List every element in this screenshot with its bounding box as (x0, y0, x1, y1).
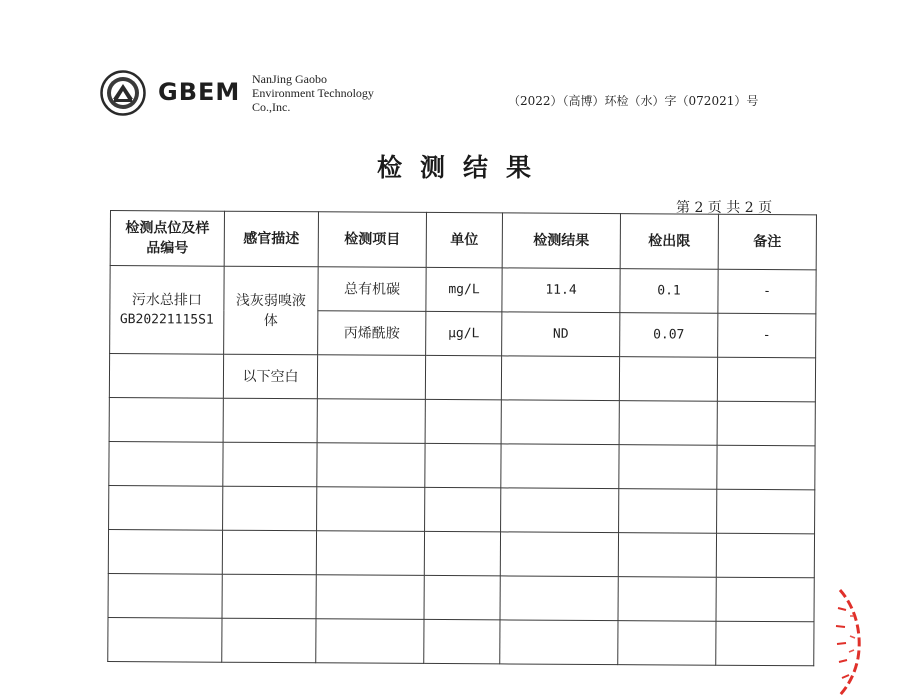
empty-cell (317, 355, 425, 400)
empty-cell (425, 443, 501, 487)
empty-cell (316, 531, 424, 576)
header-test-result: 检测结果 (502, 213, 620, 269)
empty-cell (501, 400, 619, 445)
table-row (108, 529, 814, 577)
empty-cell (717, 445, 815, 490)
test-item-result: ND (502, 312, 620, 357)
header-sensory-description: 感官描述 (224, 211, 318, 267)
empty-cell (618, 577, 716, 622)
page-title: 检测结果 (376, 153, 549, 182)
company-logo-text: GBEM (158, 78, 241, 106)
test-item-note: - (718, 313, 816, 358)
empty-cell (500, 532, 618, 577)
test-item-name: 丙烯酰胺 (318, 311, 426, 356)
results-table-container (107, 210, 817, 666)
test-item-unit: mg/L (426, 267, 502, 311)
empty-cell (717, 401, 815, 446)
header-remarks: 备注 (718, 214, 816, 270)
empty-cell (501, 356, 619, 401)
sample-location: 污水总排口 (131, 291, 203, 309)
empty-cell (109, 441, 223, 486)
empty-cell (222, 530, 316, 575)
empty-cell (222, 574, 316, 619)
test-item-name: 总有机碳 (318, 267, 426, 312)
empty-cell (424, 575, 500, 619)
empty-cell (223, 442, 317, 487)
empty-cell (500, 620, 618, 665)
test-item-unit: μg/L (426, 311, 502, 355)
empty-cell (424, 531, 500, 575)
test-item-result: 11.4 (502, 268, 620, 313)
test-item-limit: 0.07 (620, 313, 718, 358)
empty-cell (317, 443, 425, 488)
empty-cell (501, 488, 619, 533)
empty-cell (108, 617, 222, 662)
empty-cell (108, 573, 222, 618)
sensory-description: 浅灰弱嗅液体 (224, 266, 319, 355)
blank-note: 以下空白 (223, 354, 317, 399)
empty-cell (317, 399, 425, 444)
company-name (252, 72, 374, 114)
empty-cell (716, 533, 814, 578)
empty-cell (425, 487, 501, 531)
empty-cell (500, 576, 618, 621)
empty-cell (222, 618, 316, 663)
empty-cell (716, 577, 814, 622)
results-table (107, 210, 817, 666)
empty-cell (424, 619, 500, 663)
empty-cell (316, 575, 424, 620)
empty-cell (619, 401, 717, 446)
empty-cell (223, 486, 317, 531)
empty-cell (618, 621, 716, 666)
empty-cell (223, 398, 317, 443)
company-name-line-3: Co.,Inc. (252, 100, 291, 114)
test-item-limit: 0.1 (620, 269, 718, 314)
empty-cell (316, 619, 424, 664)
empty-cell (501, 444, 619, 489)
empty-cell (108, 529, 222, 574)
report-header (96, 68, 886, 124)
table-row (109, 441, 815, 489)
page-number: 第 2 页 共 2 页 (676, 200, 773, 216)
empty-cell (619, 489, 717, 534)
table-row (110, 266, 816, 314)
empty-cell (618, 533, 716, 578)
header-test-item: 检测项目 (318, 212, 426, 268)
header-location-sample-id: 检测点位及样品编号 (110, 211, 224, 267)
table-row (108, 617, 814, 665)
empty-cell (317, 487, 425, 532)
table-row (109, 354, 815, 402)
table-row (109, 485, 815, 533)
empty-cell (619, 357, 717, 402)
empty-cell (619, 445, 717, 490)
empty-cell (716, 621, 814, 666)
table-header-row (110, 211, 816, 270)
red-seal-fragment-icon (826, 586, 908, 695)
empty-cell (717, 357, 815, 402)
header-unit: 单位 (426, 212, 502, 267)
document-number: （2022）（高博）环检（水）字（072021）号 (508, 94, 759, 108)
company-name-line-2: Environment Technology (252, 86, 374, 100)
test-item-note: - (718, 269, 816, 314)
company-seal-logo-icon (100, 70, 146, 116)
header-detection-limit: 检出限 (620, 214, 718, 270)
empty-cell (717, 489, 815, 534)
sample-location-cell (110, 266, 225, 355)
sample-id: GB20221115S1 (119, 311, 214, 328)
empty-cell (425, 355, 501, 399)
table-row (108, 573, 814, 621)
empty-cell (109, 354, 223, 399)
table-row (109, 397, 815, 445)
company-name-line-1: NanJing Gaobo (252, 72, 327, 86)
empty-cell (109, 397, 223, 442)
empty-cell (425, 399, 501, 443)
empty-cell (109, 485, 223, 530)
